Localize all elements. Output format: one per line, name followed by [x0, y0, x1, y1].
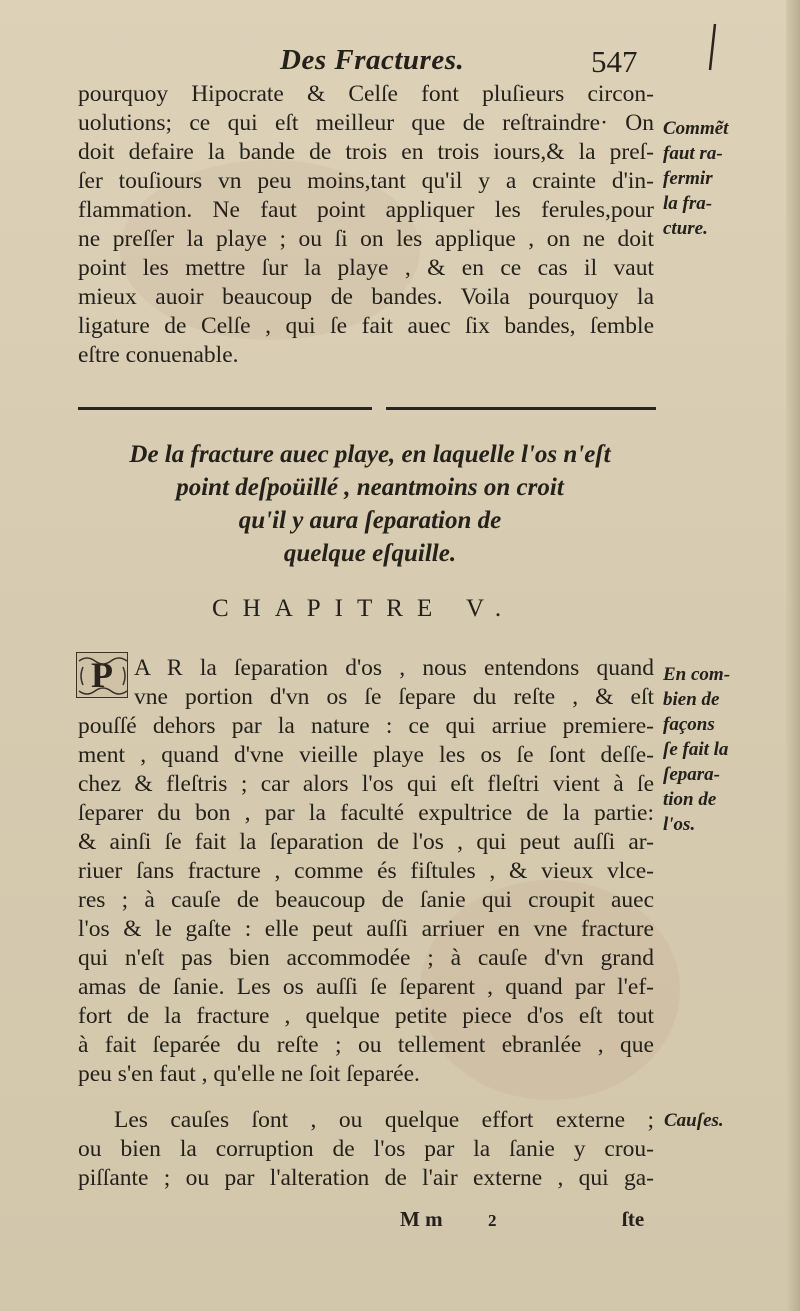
text-line: ou bien la corruption de l'os par la ſanie y crou- — [78, 1136, 654, 1162]
text-line: qui n'eſt pas bien accommodée ; à cauſe d'vn grand — [78, 945, 654, 971]
signature-mark: M m — [400, 1207, 443, 1231]
drop-cap-letter: P — [91, 655, 113, 695]
text-line: uolutions; ce qui eſt meilleur que de reſtraindre· On — [78, 110, 654, 136]
ornament-icon — [77, 653, 128, 698]
margin-note — [663, 662, 730, 837]
running-title: Des Fractures. — [280, 44, 465, 76]
catchword: ſte — [622, 1207, 645, 1231]
margin-note — [663, 116, 728, 241]
margin-note-line: bien de — [663, 689, 720, 710]
text-line: ſeparer du bon , par la faculté expultrice de la partie: — [78, 800, 654, 826]
page-number: 547 — [591, 44, 638, 79]
text-line: ne preſſer la playe ; ou ſi on les applique , on ne doit — [78, 226, 654, 252]
text-line: piſſante ; ou par l'alteration de l'air externe , qui ga- — [78, 1165, 654, 1191]
heading-line: quelque eſquille. — [283, 540, 457, 567]
text-line: amas de ſanie. Les os auſſi ſe ſeparent , quand par l'ef- — [78, 974, 654, 1000]
page-header — [0, 36, 800, 86]
margin-note-line: faut ra- — [663, 143, 723, 164]
margin-note-line: Cauſes. — [664, 1110, 724, 1131]
chapter-title: CHAPITRE V. — [212, 595, 516, 622]
text-line: flammation. Ne faut point appliquer les ferules,pour — [78, 197, 654, 223]
margin-note-line: tion de — [663, 789, 717, 810]
text-line: ligature de Celſe , qui ſe fait auec ſix bandes, ſemble — [78, 313, 654, 339]
text-line: pourquoy Hipocrate & Celſe font pluſieurs circon- — [78, 81, 654, 107]
heading-line: De la fracture auec playe, en laquelle l'os n'eſt — [129, 441, 611, 468]
text-line: à fait ſeparée du reſte ; ou tellement ebranlée , que — [78, 1032, 654, 1058]
text-line: peu s'en faut , qu'elle ne ſoit ſeparée. — [78, 1061, 420, 1087]
margin-note-line: l'os. — [663, 814, 696, 835]
margin-note-line: Commẽt — [663, 118, 729, 139]
margin-note-line: ſepara- — [663, 764, 720, 785]
text-line: vne portion d'vn os ſe ſepare du reſte , & eſt — [134, 684, 654, 710]
ink-mark-icon — [706, 22, 718, 74]
page-edge — [786, 0, 800, 1311]
text-line: ſer touſiours vn peu moins,tant qu'il y a crainte d'in- — [78, 168, 654, 194]
text-line: fort de la fracture , quelque petite piece d'os eſt tout — [78, 1003, 654, 1029]
margin-note-line: la fra- — [663, 193, 713, 214]
text-line: pouſſé dehors par la nature : ce qui arriue premiere- — [78, 713, 654, 739]
text-line: A R la ſeparation d'os , nous entendons quand — [134, 655, 654, 681]
text-line: mieux auoir beaucoup de bandes. Voila pourquoy la — [78, 284, 654, 310]
text-line: Les cauſes ſont , ou quelque effort externe ; — [114, 1107, 654, 1133]
text-line: & ainſi ſe fait la ſeparation de l'os , qui peut auſſi ar- — [78, 829, 654, 855]
text-line: doit defaire la bande de trois en trois iours,& la preſ- — [78, 139, 654, 165]
margin-note-line: cture. — [663, 218, 708, 239]
margin-note-line: En com- — [663, 664, 731, 685]
text-line: chez & fleſtris ; car alors l'os qui eſt fleſtri vient à ſe — [78, 771, 654, 797]
margin-note-line: fermir — [663, 168, 713, 189]
text-line: eſtre conuenable. — [78, 342, 239, 368]
text-line: point les mettre ſur la playe , & en ce cas il vaut — [78, 255, 654, 281]
heading-line: point deſpoüillé , neantmoins on croit — [176, 474, 564, 501]
text-line: l'os & le gaſte : elle peut auſſi arriuer en vne fracture — [78, 916, 654, 942]
text-line: res ; à cauſe de beaucoup de ſanie qui croupit auec — [78, 887, 654, 913]
divider-rule — [386, 407, 656, 410]
signature-number: 2 — [488, 1211, 497, 1230]
margin-note — [664, 1108, 724, 1133]
margin-note-line: façons — [663, 714, 715, 735]
heading-line: qu'il y aura ſeparation de — [238, 507, 502, 534]
section-heading — [60, 438, 680, 570]
text-line: ment , quand d'vne vieille playe les os ſe ſont deſſe- — [78, 742, 654, 768]
divider-rule — [78, 407, 372, 410]
drop-cap — [76, 652, 128, 698]
text-line: riuer ſans fracture , comme és fiſtules , & vieux vlce- — [78, 858, 654, 884]
margin-note-line: ſe fait la — [663, 739, 729, 760]
